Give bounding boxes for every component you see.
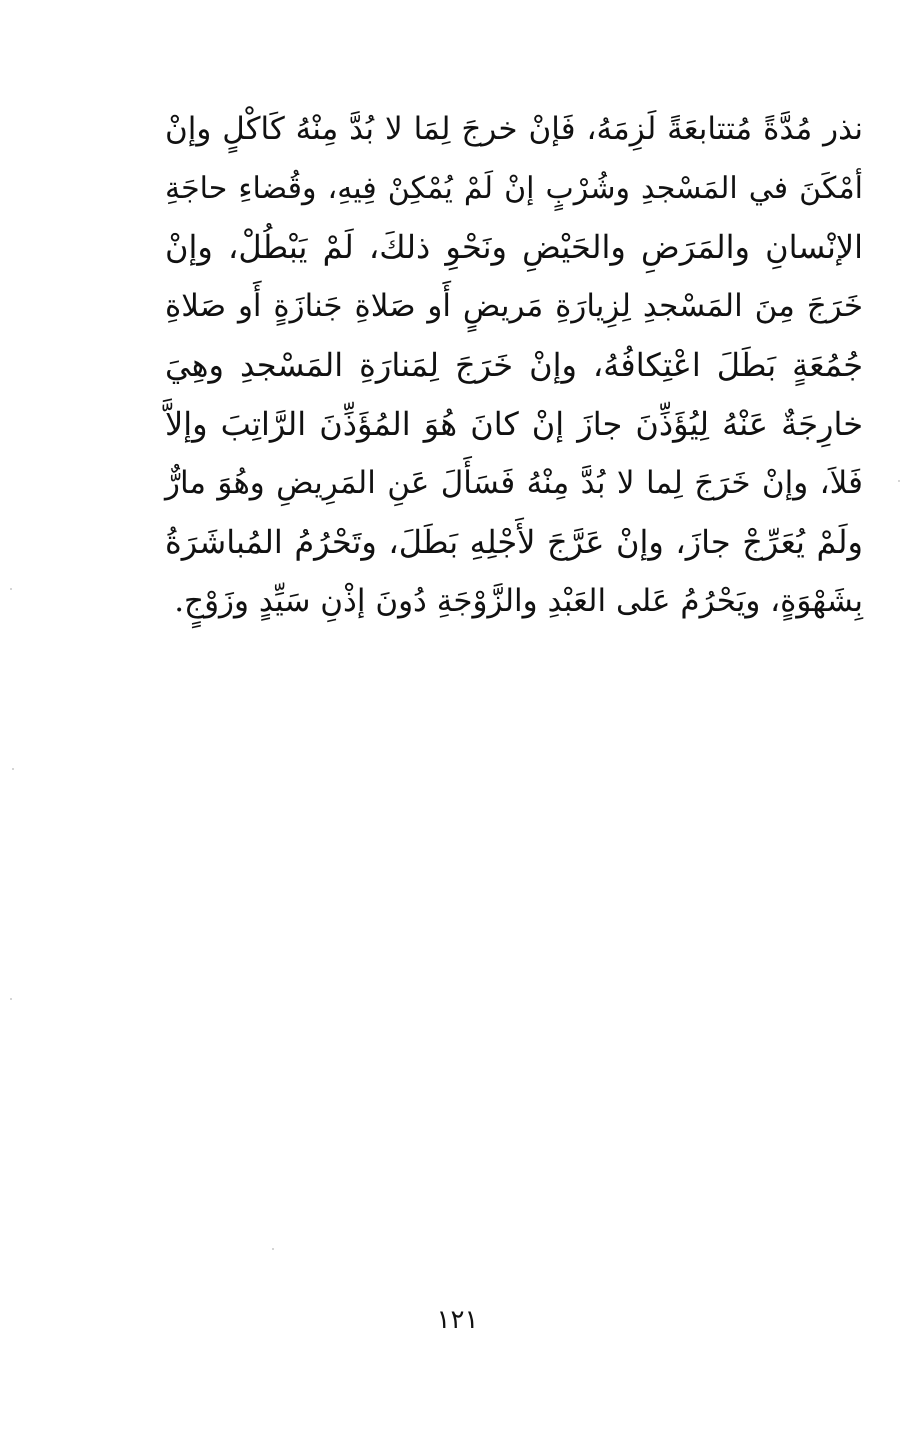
text-line-8: ولَمْ يُعَرِّجْ جازَ، وإنْ عَرَّجَ لأَجْلِهِ بَطَلَ، وتَحْرُمُ المُباشَرَةُ (165, 523, 863, 561)
body-text (165, 100, 863, 631)
text-line-6: خارِجَةٌ عَنْهُ لِيُؤَذِّنَ جازَ إنْ كانَ هُوَ المُؤَذِّنَ الرَّاتِبَ وإلاَّ (165, 405, 863, 443)
scan-speck (898, 480, 900, 482)
page-number: ١٢١ (436, 1305, 479, 1335)
text-line-5: جُمُعَةٍ بَطَلَ اعْتِكافُهُ، وإنْ خَرَجَ لِمَنارَةِ المَسْجدِ وهِيَ (165, 346, 864, 384)
text-line-1: نذر مُدَّةً مُتتابعَةً لَزِمَهُ، فَإنْ خرجَ لِمَا لا بُدَّ مِنْهُ كَاكْلٍ وإنْ (165, 111, 863, 147)
text-line-9: بِشَهْوَةٍ، ويَحْرُمُ عَلى العَبْدِ والزَّوْجَةِ دُونَ إذْنِ سَيِّدٍ وزَوْجٍ. (174, 583, 863, 619)
scan-speck (272, 1248, 274, 1250)
scan-speck (12, 768, 14, 770)
text-line-2: أمْكَنَ في المَسْجدِ وشُرْبٍ إنْ لَمْ يُمْكِنْ فِيهِ، وقُضاءِ حاجَةِ (165, 171, 863, 206)
text-line-3: الإنْسانِ والمَرَضِ والحَيْضِ ونَحْوِ ذلكَ، لَمْ يَبْطُلْ، وإنْ (165, 228, 863, 266)
text-line-4: خَرَجَ مِنَ المَسْجدِ لِزِيارَةِ مَريضٍ أَو صَلاةِ جَنازَةٍ أَو صَلاةِ (165, 288, 863, 324)
text-line-7: فَلاَ، وإنْ خَرَجَ لِما لا بُدَّ مِنْهُ فَسَأَلَ عَنِ المَرِيضِ وهُوَ مارٌّ (165, 465, 863, 501)
scan-speck (10, 588, 12, 590)
scan-speck (10, 998, 12, 1000)
